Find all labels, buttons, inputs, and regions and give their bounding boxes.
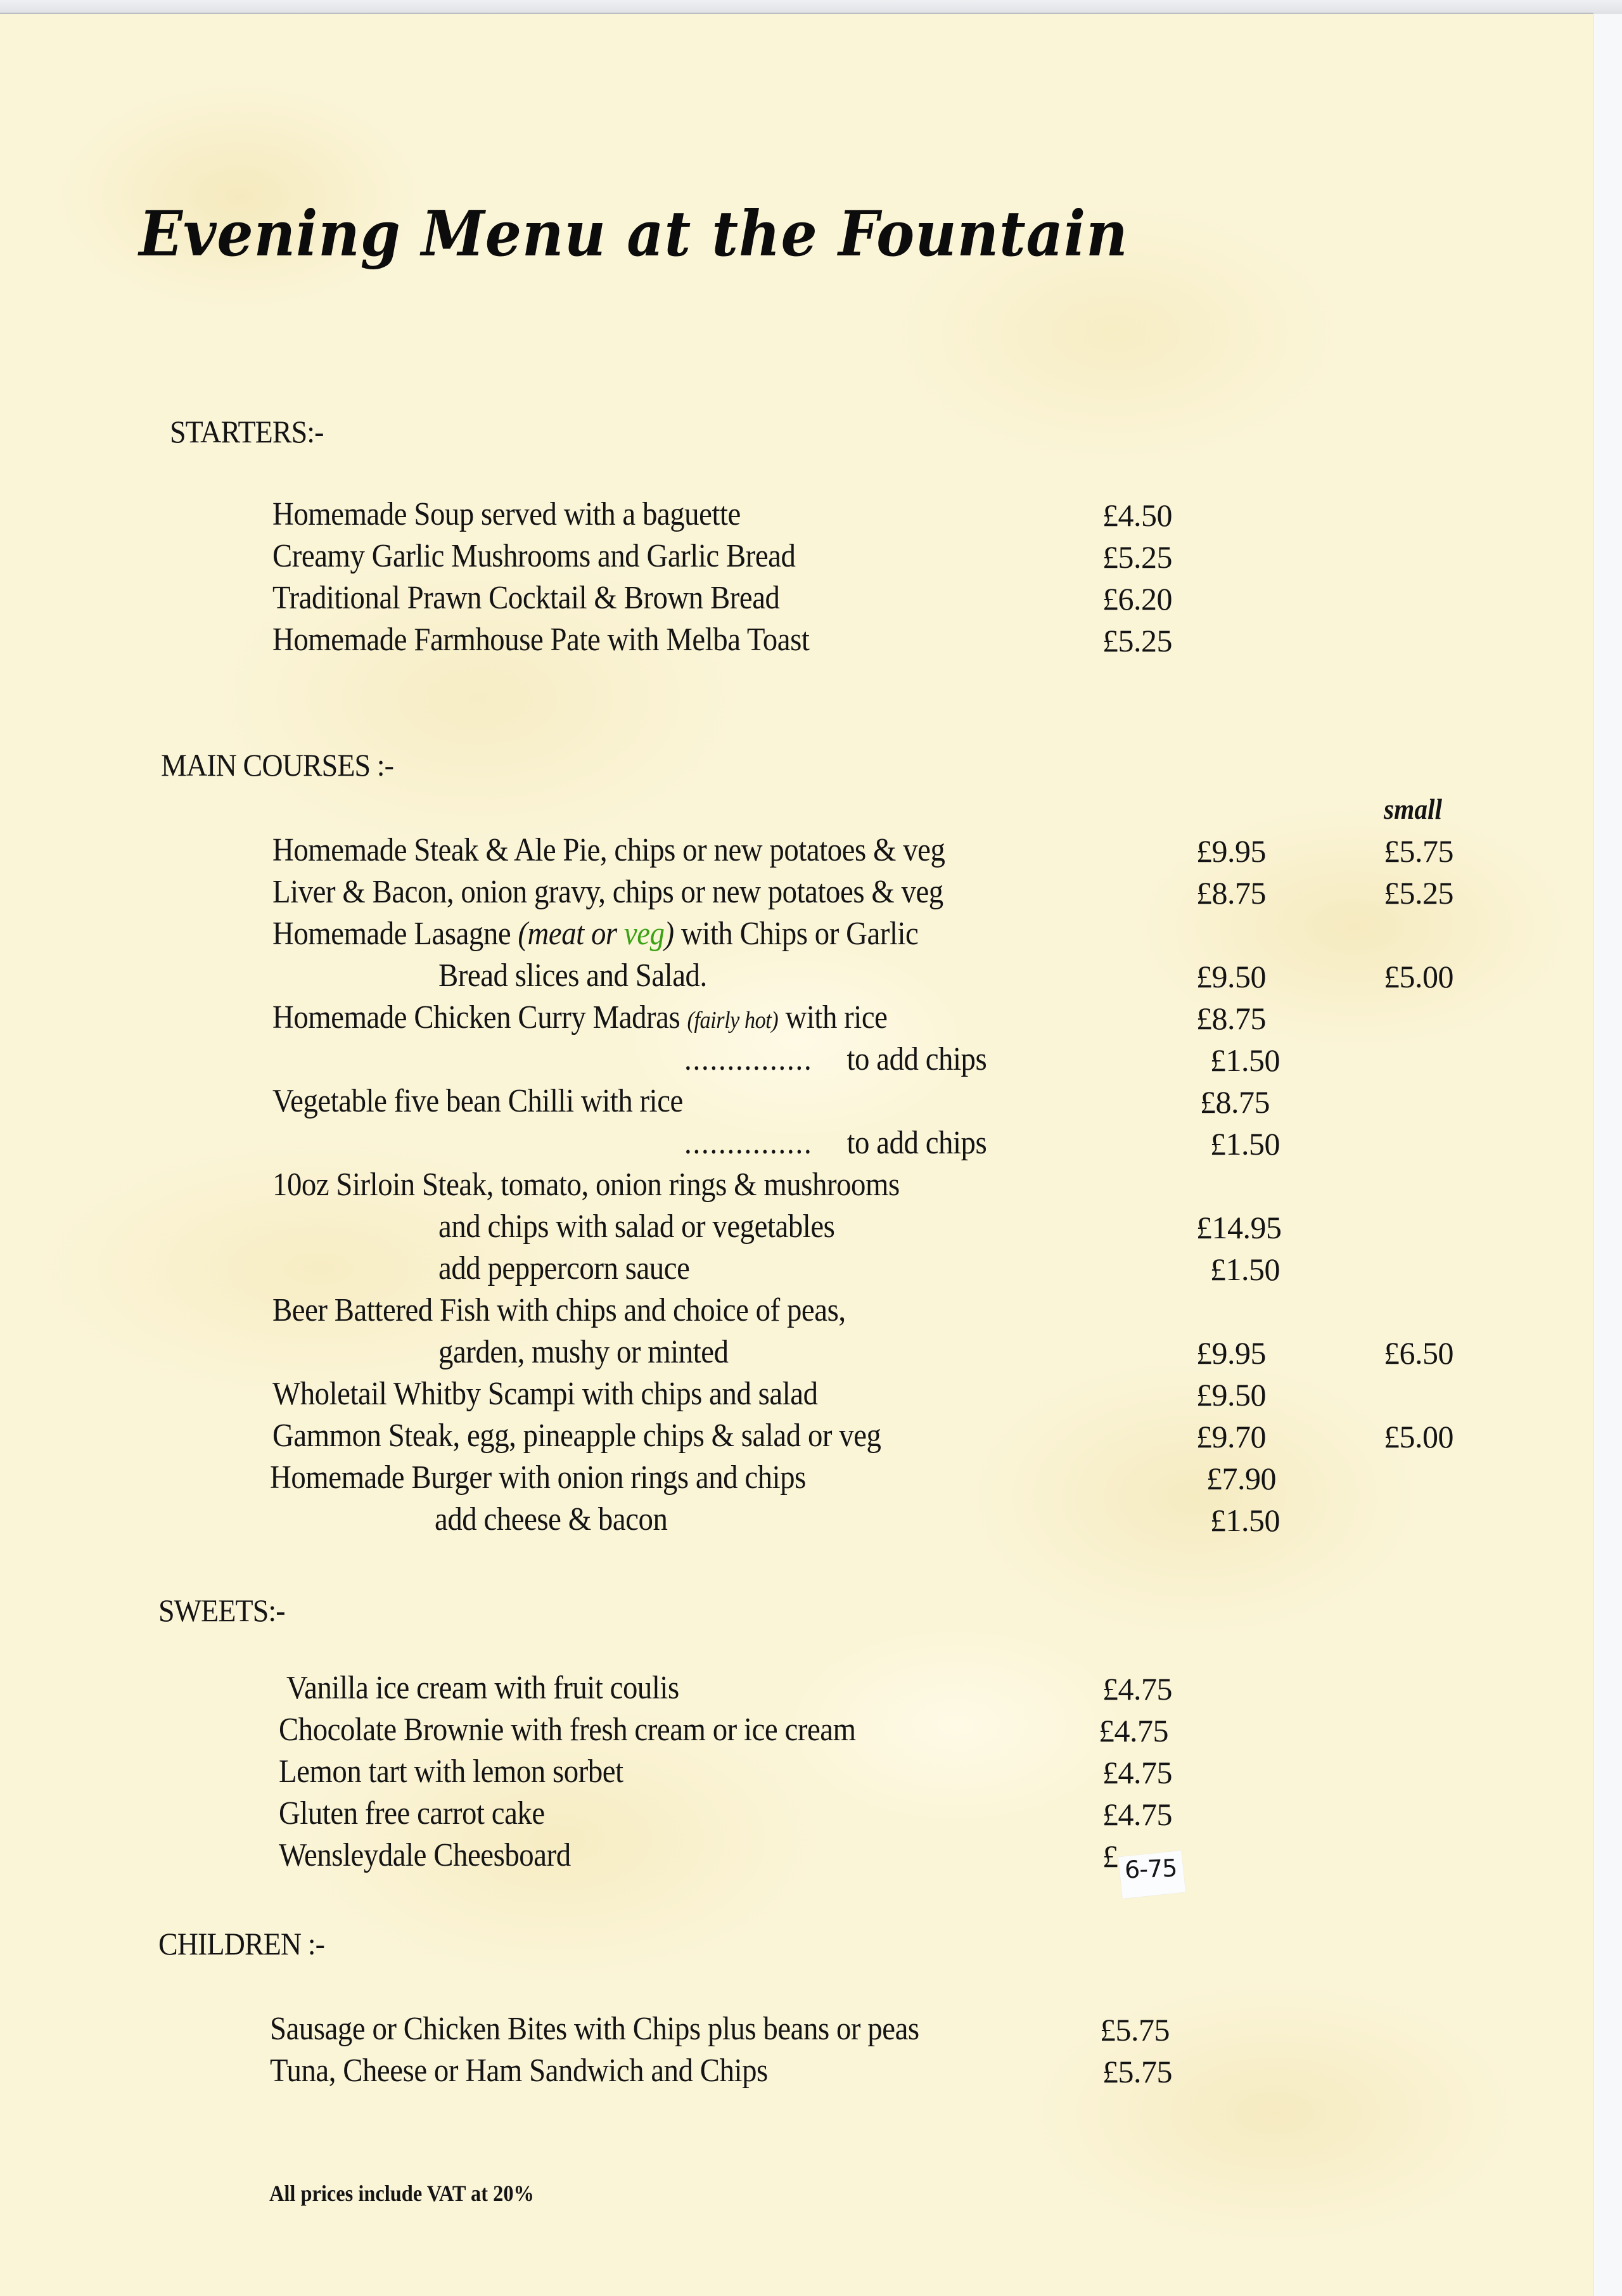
menu-item-name: Traditional Prawn Cocktail & Brown Bread xyxy=(272,580,780,616)
menu-item-name: Homemade Soup served with a baguette xyxy=(272,496,741,532)
menu-item-name: Beer Battered Fish with chips and choice of peas, xyxy=(272,1292,846,1328)
addon-price: £1.50 xyxy=(1210,1042,1280,1078)
addon-price: £1.50 xyxy=(1210,1126,1280,1162)
menu-item-small-price: £5.00 xyxy=(1384,959,1453,994)
menu-item-price: £8.75 xyxy=(1200,1084,1270,1120)
menu-item-price: £8.75 xyxy=(1196,875,1266,911)
menu-item-price: £9.70 xyxy=(1196,1419,1266,1454)
small-portion-column-header: small xyxy=(1384,793,1443,825)
menu-item-name: 10oz Sirloin Steak, tomato, onion rings & mushrooms xyxy=(272,1167,900,1203)
menu-item-name xyxy=(272,915,918,952)
addon-line xyxy=(684,1124,987,1162)
menu-item-name: Wensleydale Cheesboard xyxy=(279,1837,571,1873)
menu-item-price: £7.90 xyxy=(1206,1461,1276,1496)
menu-item-price: £4.75 xyxy=(1102,1671,1172,1707)
menu-item-price: £9.95 xyxy=(1196,833,1266,869)
menu-item-name: Homemade Farmhouse Pate with Melba Toast xyxy=(272,622,810,658)
section-heading-starters: STARTERS:- xyxy=(170,414,324,449)
menu-item-price: £5.25 xyxy=(1102,623,1172,658)
menu-item-name: Homemade Steak & Ale Pie, chips or new potatoes & veg xyxy=(272,832,945,868)
menu-item-price: £8.75 xyxy=(1196,1001,1266,1036)
addon-label: to add chips xyxy=(846,1125,987,1161)
menu-item-price: £9.50 xyxy=(1196,1377,1266,1413)
item-option-note: (meat or xyxy=(518,916,624,952)
menu-item-price: £4.50 xyxy=(1102,497,1172,533)
leader-dots: ............... xyxy=(684,1125,813,1161)
addon-price: £1.50 xyxy=(1210,1503,1280,1538)
menu-item-name: Sausage or Chicken Bites with Chips plus beans or peas xyxy=(270,2011,919,2047)
menu-item-name: Chocolate Brownie with fresh cream or ice cream xyxy=(279,1712,856,1748)
menu-item-name: Tuna, Cheese or Ham Sandwich and Chips xyxy=(270,2053,768,2089)
leader-dots: ............... xyxy=(684,1041,813,1077)
menu-item-price: £9.50 xyxy=(1196,959,1266,994)
menu-item-small-price: £6.50 xyxy=(1384,1335,1453,1371)
item-name-prefix: Homemade Chicken Curry Madras xyxy=(272,999,687,1036)
spice-level-note: (fairly hot) xyxy=(687,1007,779,1034)
menu-item-price: £4.75 xyxy=(1102,1797,1172,1832)
vat-note: All prices include VAT at 20% xyxy=(269,2181,534,2206)
menu-item-price: £4.75 xyxy=(1102,1755,1172,1790)
menu-item-name: Gammon Steak, egg, pineapple chips & salad or veg xyxy=(272,1418,881,1454)
menu-item-small-price: £5.75 xyxy=(1384,833,1453,869)
menu-item-name: Creamy Garlic Mushrooms and Garlic Bread xyxy=(272,538,796,574)
item-name-suffix: with Chips or Garlic xyxy=(674,916,919,952)
section-heading-main-courses: MAIN COURSES :- xyxy=(161,747,394,783)
addon-line xyxy=(684,1041,987,1078)
menu-item-name: Wholetail Whitby Scampi with chips and salad xyxy=(272,1376,818,1412)
page-title: Evening Menu at the Fountain xyxy=(139,198,1128,271)
item-option-note-close: ) xyxy=(664,916,674,952)
menu-page xyxy=(0,13,1593,2296)
menu-item-price: £9.95 xyxy=(1196,1335,1266,1371)
menu-item-price: £5.75 xyxy=(1100,2012,1170,2048)
addon-label: add cheese & bacon xyxy=(435,1501,668,1537)
menu-item-name-continuation: garden, mushy or minted xyxy=(438,1334,729,1370)
menu-item-price: £6.20 xyxy=(1102,581,1172,617)
menu-item-name-continuation: Bread slices and Salad. xyxy=(438,958,707,994)
menu-item-name: Gluten free carrot cake xyxy=(279,1795,545,1831)
handwritten-price: 6-75 xyxy=(1124,1854,1178,1884)
section-heading-children: CHILDREN :- xyxy=(158,1926,325,1961)
menu-item-price: £14.95 xyxy=(1196,1210,1282,1245)
menu-item-price: £4.75 xyxy=(1099,1713,1168,1748)
menu-item-name-continuation: and chips with salad or vegetables xyxy=(438,1209,835,1245)
menu-item-name: Vanilla ice cream with fruit coulis xyxy=(286,1670,679,1706)
addon-price: £1.50 xyxy=(1210,1252,1280,1287)
addon-label: add peppercorn sauce xyxy=(438,1250,690,1286)
item-name-prefix: Homemade Lasagne xyxy=(272,916,518,952)
menu-item-name: Vegetable five bean Chilli with rice xyxy=(272,1083,683,1119)
menu-item-price: £5.25 xyxy=(1102,539,1172,575)
menu-item-small-price: £5.00 xyxy=(1384,1419,1453,1454)
menu-item-small-price: £5.25 xyxy=(1384,875,1453,911)
menu-item-price: £5.75 xyxy=(1102,2054,1172,2089)
menu-item-name: Liver & Bacon, onion gravy, chips or new potatoes & veg xyxy=(272,874,943,910)
section-heading-sweets: SWEETS:- xyxy=(158,1593,285,1628)
menu-item-name: Lemon tart with lemon sorbet xyxy=(279,1754,623,1790)
veg-option-label: veg xyxy=(623,916,665,952)
scanner-background xyxy=(0,0,1622,14)
handwritten-price-sticker xyxy=(1118,1850,1185,1899)
menu-item-name: Homemade Burger with onion rings and chips xyxy=(270,1459,806,1496)
item-name-suffix: with rice xyxy=(778,999,888,1036)
menu-item-price-prefix: £ xyxy=(1102,1838,1118,1874)
addon-label: to add chips xyxy=(846,1041,987,1077)
menu-item-name xyxy=(272,999,887,1036)
